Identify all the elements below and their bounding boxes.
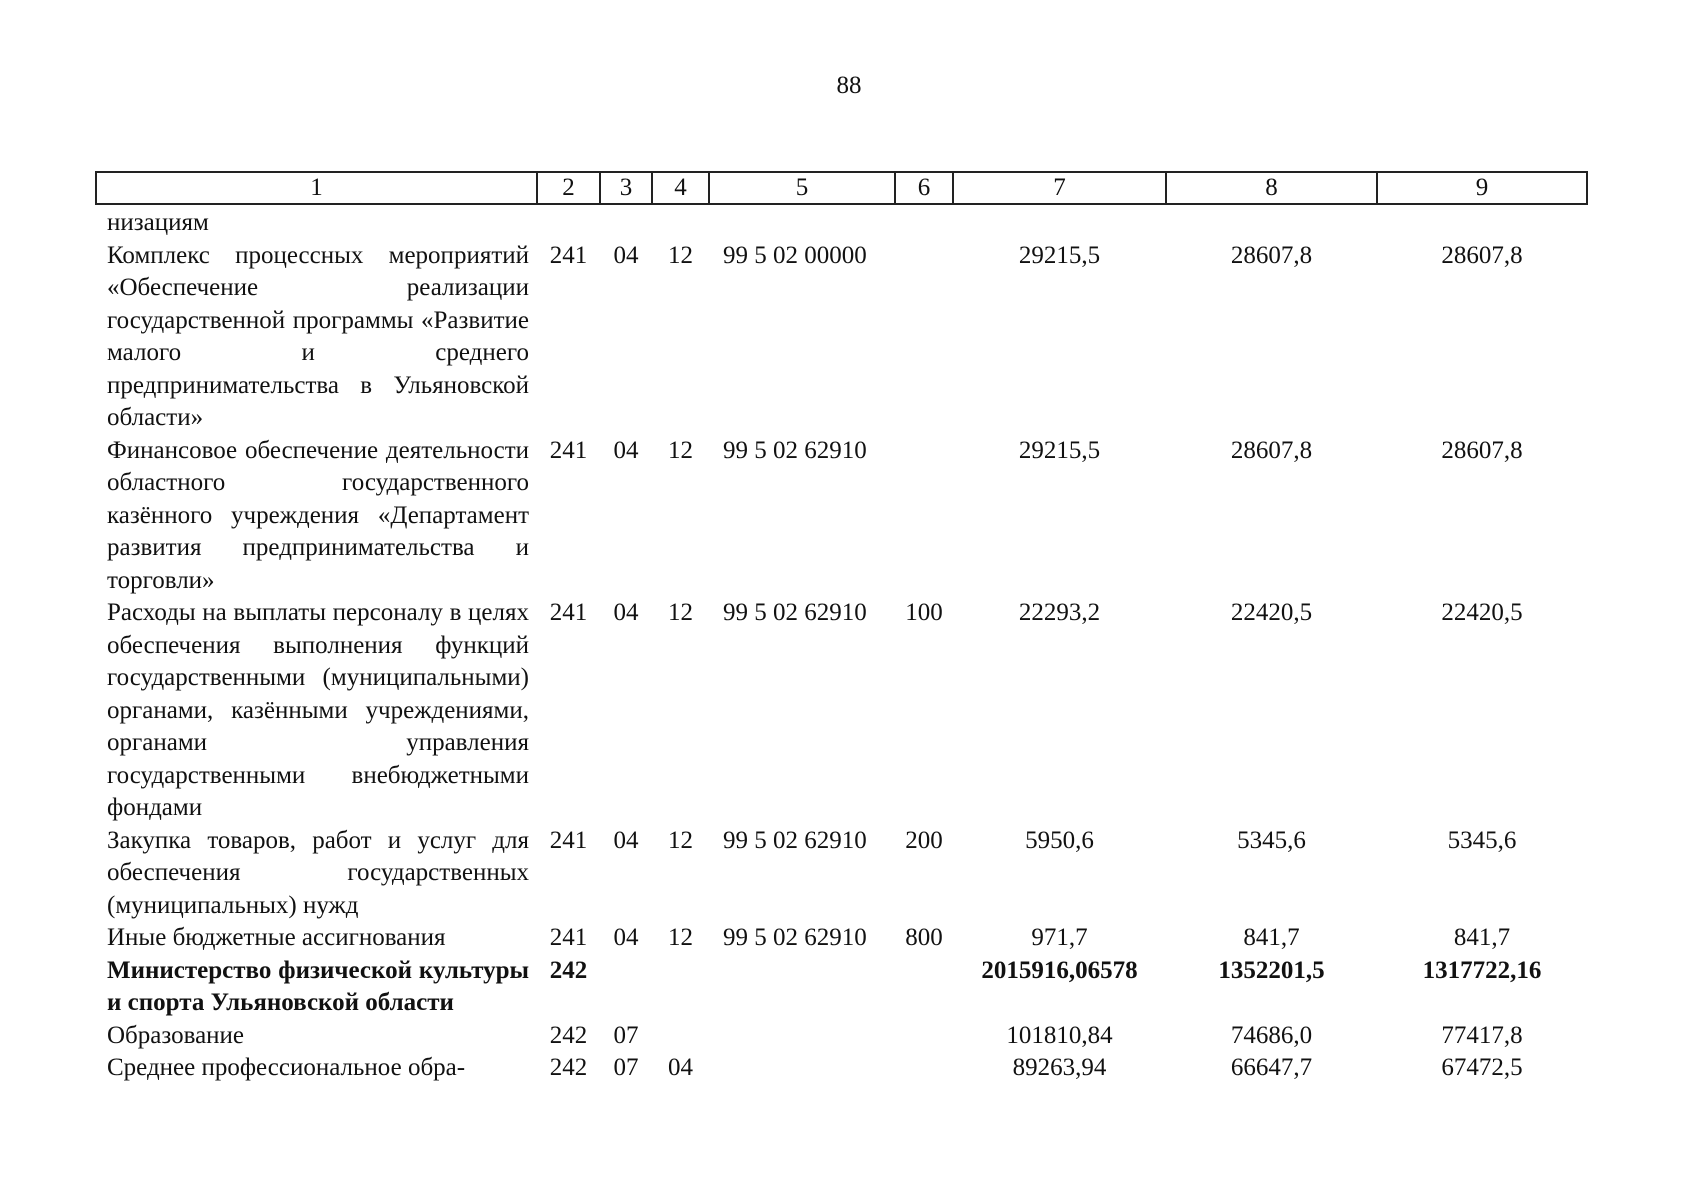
- table-row: [96, 204, 1587, 240]
- header-col-4: 4: [652, 172, 709, 204]
- row-target-article: 99 5 02 62910: [723, 826, 867, 854]
- row-amount-col8: [1166, 204, 1377, 240]
- row-admin-code: [537, 204, 600, 240]
- header-col-3: 3: [600, 172, 652, 204]
- row-amount-col7: 101810,84: [1006, 1021, 1113, 1049]
- row-section-code: 04: [613, 924, 639, 951]
- row-section-code: [600, 955, 652, 1020]
- header-col-7: 7: [953, 172, 1166, 204]
- row-amount-col8: 74686,0: [1230, 1021, 1313, 1049]
- table-row: [96, 1020, 1587, 1053]
- row-target-article: [709, 204, 895, 240]
- row-subsection-code: 12: [668, 241, 693, 269]
- row-expense-type: [895, 204, 953, 240]
- row-amount-col7: [953, 204, 1166, 240]
- row-subsection-code: [652, 1020, 709, 1053]
- row-amount-col8: 1352201,5: [1218, 956, 1325, 984]
- row-amount-col9: 841,7: [1453, 924, 1511, 951]
- page-number: 88: [836, 72, 862, 99]
- row-target-article: [709, 955, 895, 1020]
- row-admin-code: 242: [549, 956, 588, 984]
- row-expense-type: [895, 1052, 953, 1085]
- row-admin-code: 241: [549, 241, 588, 269]
- row-section-code: 07: [613, 1054, 639, 1081]
- row-subsection-code: [652, 204, 709, 240]
- row-target-article: [709, 1020, 895, 1053]
- row-subsection-code: 12: [668, 826, 693, 854]
- row-subsection-code: [652, 955, 709, 1020]
- row-amount-col7: 29215,5: [1018, 436, 1101, 464]
- row-section-code: 04: [613, 241, 639, 269]
- table-row: [96, 922, 1587, 955]
- row-description: низациям: [107, 209, 209, 236]
- row-expense-type: 800: [905, 924, 943, 951]
- row-subsection-code: 12: [668, 599, 693, 626]
- row-amount-col9: 28607,8: [1441, 241, 1523, 269]
- row-expense-type: [895, 435, 953, 598]
- row-section-code: 07: [613, 1021, 639, 1049]
- table-row: [96, 240, 1587, 435]
- row-amount-col9: 67472,5: [1441, 1054, 1523, 1081]
- row-amount-col9: [1377, 204, 1587, 240]
- table-row: [96, 955, 1587, 1020]
- table-row: [96, 1052, 1587, 1085]
- row-description: Финансовое обеспечение деятельности областного государственного казённого учреждения «Департамент развития предпринимательства и торговли»: [107, 436, 529, 594]
- row-amount-col9: 77417,8: [1441, 1021, 1523, 1049]
- row-expense-type: [895, 240, 953, 435]
- row-amount-col9: 5345,6: [1447, 826, 1517, 854]
- row-target-article: 99 5 02 62910: [723, 924, 867, 951]
- row-subsection-code: 04: [668, 1054, 693, 1081]
- row-admin-code: 241: [549, 436, 588, 464]
- table-row: [96, 825, 1587, 923]
- row-amount-col9: 22420,5: [1441, 599, 1523, 626]
- row-admin-code: 241: [549, 826, 588, 854]
- row-amount-col8: 5345,6: [1237, 826, 1306, 854]
- header-col-5: 5: [709, 172, 895, 204]
- table-row: [96, 597, 1587, 825]
- row-section-code: 04: [613, 599, 639, 626]
- row-amount-col7: 5950,6: [1025, 826, 1094, 854]
- row-description: Комплекс процессных мероприятий «Обеспечение реализации государственной программы «Развитие малого и среднего предпринимательства в Ульяновской области»: [107, 241, 529, 431]
- table-body: [96, 204, 1587, 1085]
- row-target-article: 99 5 02 62910: [723, 436, 867, 464]
- row-section-code: 04: [613, 436, 639, 464]
- row-subsection-code: 12: [668, 436, 693, 464]
- row-target-article: [709, 1052, 895, 1085]
- header-col-1: 1: [96, 172, 537, 204]
- row-amount-col8: 841,7: [1243, 924, 1300, 951]
- row-section-code: [600, 204, 652, 240]
- row-amount-col9: 1317722,16: [1422, 956, 1542, 984]
- row-section-code: 04: [613, 826, 639, 854]
- row-amount-col7: 89263,94: [1012, 1054, 1107, 1081]
- row-description: Среднее профессиональное обра-: [107, 1054, 466, 1081]
- row-expense-type: 100: [905, 599, 943, 626]
- row-description: Расходы на выплаты персоналу в целях обеспечения выполнения функций государственными (муниципальными) органами, казёнными учреждениями, органами управления государственными внебюджетными фондами: [107, 599, 529, 821]
- row-description: Закупка товаров, работ и услуг для обеспечения государственных (муниципальных) нужд: [107, 826, 529, 919]
- row-amount-col7: 971,7: [1031, 924, 1088, 951]
- row-amount-col7: 29215,5: [1018, 241, 1101, 269]
- table-row: [96, 435, 1587, 598]
- row-amount-col7: 22293,2: [1018, 599, 1101, 626]
- row-target-article: 99 5 02 62910: [723, 599, 867, 626]
- table-header: [96, 172, 1587, 204]
- row-amount-col7: 2015916,06578: [981, 956, 1138, 984]
- row-amount-col8: 22420,5: [1230, 599, 1313, 626]
- row-amount-col8: 28607,8: [1230, 241, 1313, 269]
- row-target-article: 99 5 02 00000: [723, 241, 867, 269]
- row-subsection-code: 12: [668, 924, 693, 951]
- row-amount-col8: 66647,7: [1230, 1054, 1313, 1081]
- header-col-9: 9: [1377, 172, 1587, 204]
- header-row: [96, 172, 1587, 204]
- header-col-6: 6: [895, 172, 953, 204]
- row-expense-type: 200: [905, 826, 943, 854]
- row-amount-col8: 28607,8: [1230, 436, 1313, 464]
- header-col-2: 2: [537, 172, 600, 204]
- row-admin-code: 241: [549, 924, 588, 951]
- row-admin-code: 242: [549, 1054, 588, 1081]
- row-description: Иные бюджетные ассигнования: [107, 924, 446, 951]
- row-admin-code: 242: [549, 1021, 588, 1049]
- row-description: Образование: [107, 1021, 245, 1049]
- row-expense-type: [895, 1020, 953, 1053]
- row-amount-col9: 28607,8: [1441, 436, 1523, 464]
- header-col-8: 8: [1166, 172, 1377, 204]
- row-expense-type: [895, 955, 953, 1020]
- budget-table: [95, 171, 1588, 1085]
- row-description: Министерство физической культуры и спорта Ульяновской области: [107, 956, 529, 1016]
- row-admin-code: 241: [549, 599, 588, 626]
